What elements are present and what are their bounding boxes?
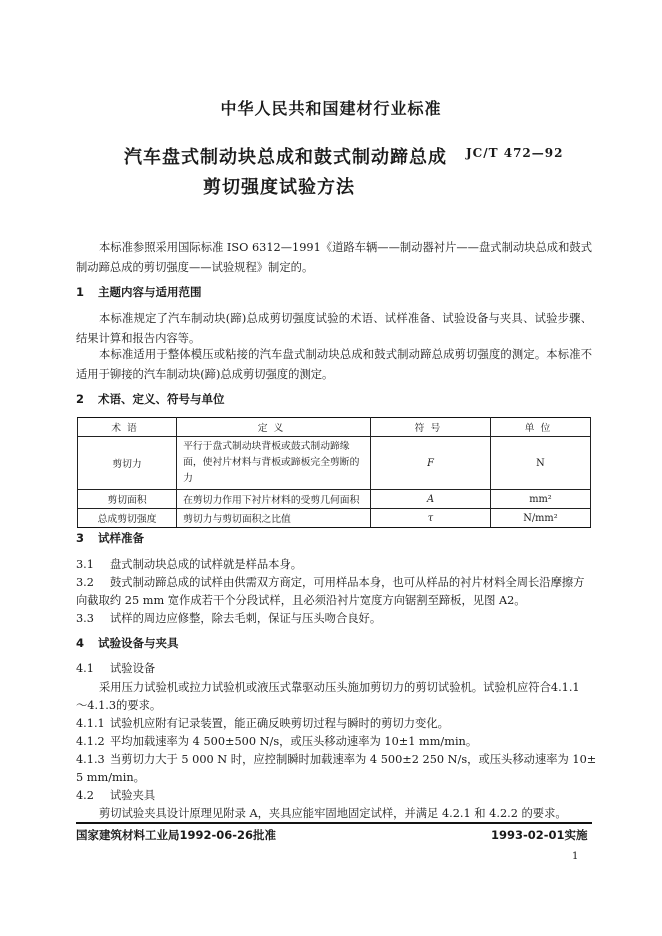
clause-text: 试样的周边应修整，除去毛刺，保证与压头吻合良好。 — [110, 612, 382, 625]
clause-text: 当剪切力大于 5 000 N 时，应控制瞬时加载速率为 4 500±2 250 N/s，或压头移动速率为 10± — [110, 753, 597, 766]
clause-text: 试验设备 — [110, 662, 156, 675]
table-cell-unit: N — [490, 437, 590, 490]
clause-number: 4.2 — [76, 789, 94, 802]
table-cell-symbol: τ — [371, 509, 491, 528]
table-header-cell: 定义 — [177, 418, 371, 437]
clause-number: 4.1.3 — [76, 753, 105, 766]
page-number: 1 — [572, 851, 579, 862]
table-cell-unit: mm² — [490, 490, 590, 509]
clause-number: 3.3 — [76, 612, 94, 625]
table-header-cell: 单位 — [490, 418, 590, 437]
clause-text: 试验夹具 — [110, 789, 156, 802]
clause-4-1-3-continuation: 5 mm/min。 — [76, 771, 145, 784]
clause-4-1-body: 采用压力试验机或拉力试验机或液压式靠驱动压头施加剪切力的剪切试验机。试验机应符合4.1.1 — [99, 681, 580, 694]
clause-number: 4.1.2 — [76, 735, 105, 748]
section-1-paragraph-2: 本标准适用于整体模压或粘接的汽车盘式制动块总成和鼓式制动蹄总成剪切强度的测定。本标准不适用于铆接的汽车制动块(蹄)总成剪切强度的测定。 — [76, 348, 592, 381]
clause-3-2 — [76, 574, 584, 590]
table-cell-symbol: F — [371, 437, 491, 490]
clause-text: 鼓式制动蹄总成的试样由供需双方商定，可用样品本身，也可从样品的衬片材料全周长沿摩擦方 — [110, 576, 585, 589]
document-title-line-2: 剪切强度试验方法 — [203, 177, 355, 198]
document-title-line-1: 汽车盘式制动块总成和鼓式制动蹄总成 — [124, 147, 447, 168]
clause-4-1-3 — [76, 751, 596, 767]
section-number: 4 — [76, 636, 85, 650]
clause-4-1-2 — [76, 733, 477, 749]
clause-number: 3.1 — [76, 558, 94, 571]
section-number: 1 — [76, 285, 85, 299]
section-1-heading — [76, 284, 202, 300]
table-header-cell: 符号 — [371, 418, 491, 437]
section-title: 试验设备与夹具 — [98, 636, 179, 650]
table-cell-term: 总成剪切强度 — [78, 509, 177, 528]
table-cell-definition: 平行于盘式制动块背板或鼓式制动蹄缘面，使衬片材料与背板或蹄板完全剪断的力 — [177, 437, 371, 490]
section-number: 2 — [76, 392, 85, 406]
clause-number: 4.1 — [76, 662, 94, 675]
clause-3-2-continuation: 向截取约 25 mm 宽作成若干个分段试样，且必须沿衬片宽度方向锯割至蹄板，见图 A2。 — [76, 594, 526, 607]
section-4-heading — [76, 635, 179, 651]
clause-4-2-body: 剪切试验夹具设计原理见附录 A，夹具应能牢固地固定试样，并满足 4.2.1 和 4.2.2 的要求。 — [99, 807, 567, 820]
table-row — [78, 437, 591, 490]
clause-3-1 — [76, 556, 302, 572]
clause-text: 平均加载速率为 4 500±500 N/s，或压头移动速率为 10±1 mm/min。 — [110, 735, 478, 748]
section-title: 术语、定义、符号与单位 — [98, 392, 225, 406]
table-header-cell: 术语 — [78, 418, 177, 437]
table-cell-unit: N/mm² — [490, 509, 590, 528]
clause-4-1-1 — [76, 715, 449, 731]
clause-4-1-title — [76, 660, 155, 676]
footer-divider — [76, 822, 592, 824]
clause-number: 4.1.1 — [76, 717, 105, 730]
terms-table — [77, 417, 591, 528]
table-row — [78, 490, 591, 509]
section-number: 3 — [76, 531, 85, 545]
table-cell-term: 剪切面积 — [78, 490, 177, 509]
section-title: 试样准备 — [98, 531, 144, 545]
clause-text: 试验机应附有记录装置，能正确反映剪切过程与瞬时的剪切力变化。 — [110, 717, 449, 730]
section-title: 主题内容与适用范围 — [98, 285, 202, 299]
approval-line: 国家建筑材料工业局1992-06-26批准 — [76, 828, 277, 842]
issuing-organization: 中华人民共和国建材行业标准 — [220, 99, 442, 118]
section-3-heading — [76, 530, 144, 546]
section-2-heading — [76, 391, 225, 407]
table-cell-term: 剪切力 — [78, 437, 177, 490]
clause-4-1-body-continuation: ～4.1.3的要求。 — [76, 699, 162, 712]
clause-text: 盘式制动块总成的试样就是样品本身。 — [110, 558, 303, 571]
implementation-date: 1993-02-01实施 — [491, 828, 588, 842]
clause-number: 3.2 — [76, 576, 94, 589]
clause-3-3 — [76, 610, 381, 626]
standard-number: JC/T 472—92 — [466, 146, 564, 160]
table-cell-definition: 剪切力与剪切面积之比值 — [177, 509, 371, 528]
section-1-paragraph-1: 本标准规定了汽车制动块(蹄)总成剪切强度试验的术语、试样准备、试验设备与夹具、试验步骤、结果计算和报告内容等。 — [76, 312, 592, 345]
intro-paragraph: 本标准参照采用国际标准 ISO 6312—1991《道路车辆——制动器衬片——盘式制动块总成和鼓式制动蹄总成的剪切强度——试验规程》制定的。 — [76, 241, 592, 274]
clause-4-2-title — [76, 787, 155, 803]
table-cell-symbol: A — [371, 490, 491, 509]
table-header-row — [78, 418, 591, 437]
table-row — [78, 509, 591, 528]
table-cell-definition: 在剪切力作用下衬片材料的受剪几何面积 — [177, 490, 371, 509]
